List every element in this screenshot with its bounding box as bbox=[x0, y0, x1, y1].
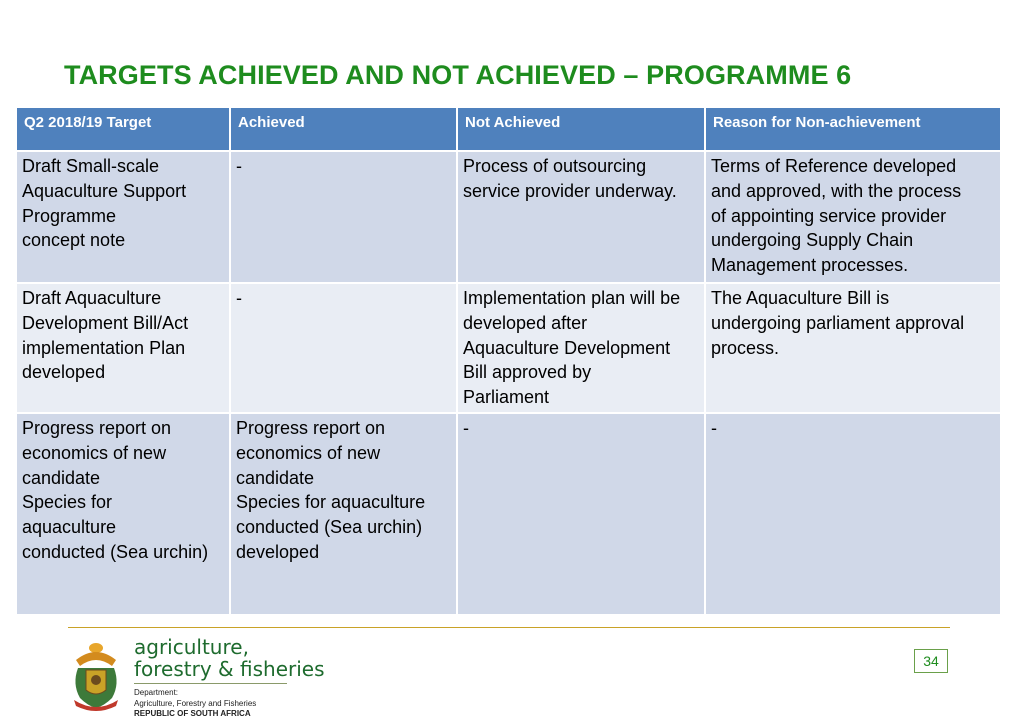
cell-not-achieved: - bbox=[457, 413, 705, 615]
cell-not-achieved: Implementation plan will be developed after Aquaculture Development Bill approved by Parliament bbox=[457, 283, 705, 413]
header-not-achieved: Not Achieved bbox=[457, 107, 705, 151]
logo-divider bbox=[134, 683, 287, 684]
cell-achieved: - bbox=[230, 151, 457, 283]
department-logo bbox=[134, 636, 325, 720]
logo-line-2: forestry & fisheries bbox=[134, 657, 325, 681]
dept-name: Agriculture, Forestry and Fisheries bbox=[134, 698, 257, 708]
logo-line-1: agriculture, bbox=[134, 635, 249, 659]
header-reason: Reason for Non-achievement bbox=[705, 107, 1001, 151]
table-header-row bbox=[16, 107, 1001, 151]
cell-achieved: - bbox=[230, 283, 457, 413]
cell-reason: The Aquaculture Bill is undergoing parliament approval process. bbox=[705, 283, 1001, 413]
table-row bbox=[16, 283, 1001, 413]
dept-country: REPUBLIC OF SOUTH AFRICA bbox=[134, 709, 251, 718]
header-achieved: Achieved bbox=[230, 107, 457, 151]
cell-not-achieved: Process of outsourcing service provider underway. bbox=[457, 151, 705, 283]
table-row bbox=[16, 151, 1001, 283]
targets-table bbox=[15, 106, 1002, 616]
footer-divider bbox=[68, 627, 950, 628]
cell-target: Draft Small-scale Aquaculture Support Programme concept note bbox=[16, 151, 230, 283]
cell-target: Draft Aquaculture Development Bill/Act implementation Plan developed bbox=[16, 283, 230, 413]
page-title: TARGETS ACHIEVED AND NOT ACHIEVED – PROGRAMME 6 bbox=[64, 60, 852, 90]
cell-achieved: Progress report on economics of new candidate Species for aquaculture conducted (Sea urchin) developed bbox=[230, 413, 457, 615]
dept-label: Department: bbox=[134, 688, 179, 697]
coat-of-arms-icon bbox=[68, 640, 124, 712]
table-row bbox=[16, 413, 1001, 615]
cell-target: Progress report on economics of new candidate Species for aquaculture conducted (Sea urchin) bbox=[16, 413, 230, 615]
cell-reason: Terms of Reference developed and approved, with the process of appointing service provider undergoing Supply Chain Management processes. bbox=[705, 151, 1001, 283]
cell-reason: - bbox=[705, 413, 1001, 615]
header-target: Q2 2018/19 Target bbox=[16, 107, 230, 151]
page-number: 34 bbox=[914, 649, 948, 673]
